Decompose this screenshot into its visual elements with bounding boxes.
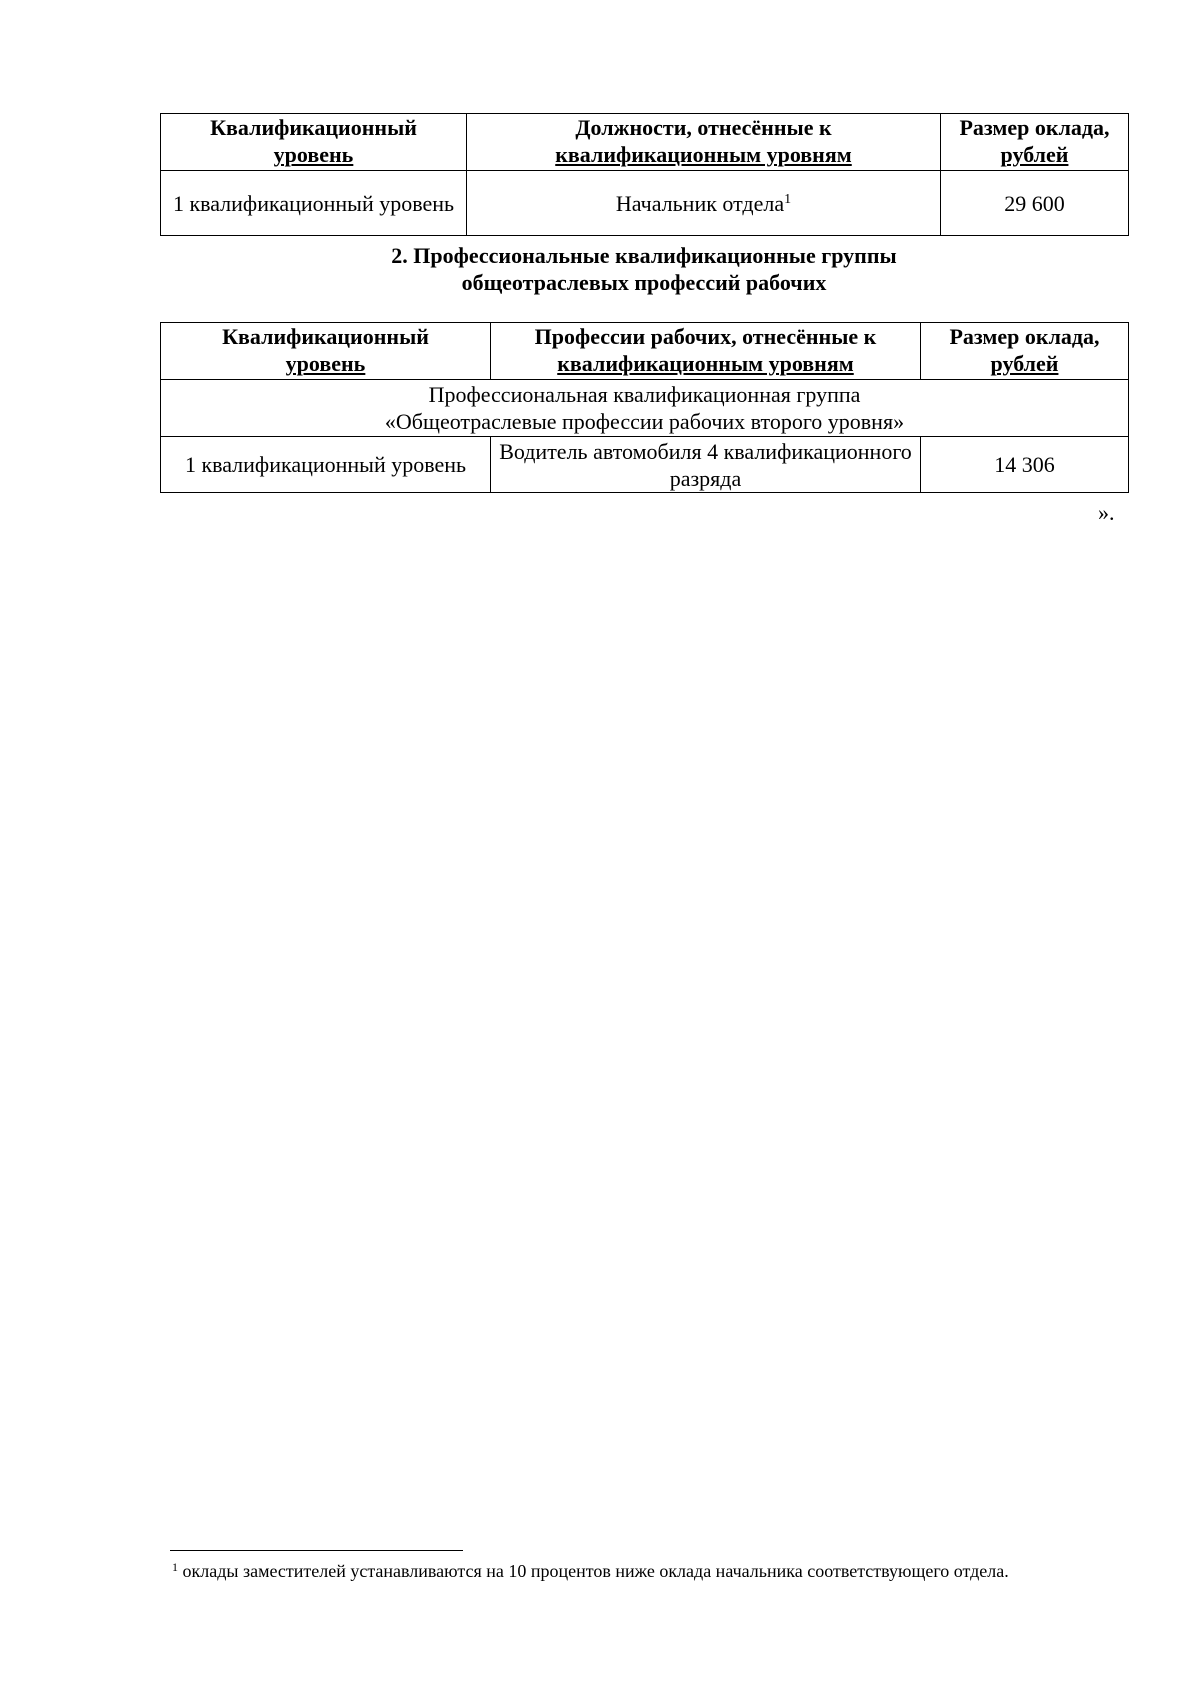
column-header-salary: Размер оклада, рублей: [941, 114, 1129, 171]
group-row: [161, 380, 1129, 437]
salary-cell: 14 306: [921, 437, 1129, 493]
positions-salary-table: [160, 113, 1129, 236]
group-name-line2: «Общеотраслевые профессии рабочих второго уровня»: [384, 409, 905, 434]
column-header-salary: Размер оклада, рублей: [921, 323, 1129, 380]
position-cell: [467, 171, 941, 236]
qualification-level-cell: 1 квалификационный уровень: [161, 171, 467, 236]
column-header-level: Квалификационный уровень: [161, 114, 467, 171]
profession-cell: Водитель автомобиля 4 квалификационного разряда: [491, 437, 921, 493]
group-name-line1: Профессиональная квалификационная группа: [428, 382, 861, 407]
column-header-positions: Должности, отнесённые к квалификационным уровням: [467, 114, 941, 171]
closing-quote: ».: [1098, 500, 1115, 525]
column-header-level: Квалификационный уровень: [161, 323, 491, 380]
section-heading: [160, 242, 1128, 296]
footnote-separator: [170, 1550, 463, 1551]
table-header-row: [161, 323, 1129, 380]
table-row: [161, 171, 1129, 236]
section-heading-line2: общеотраслевых профессий рабочих: [461, 270, 827, 295]
footnote: [172, 1560, 1009, 1582]
column-header-professions: Профессии рабочих, отнесённые к квалификационным уровням: [491, 323, 921, 380]
qualification-group-cell: [161, 380, 1129, 437]
footnote-marker: 1: [172, 1560, 178, 1574]
footnote-text: оклады заместителей устанавливаются на 10 процентов ниже оклада начальника соответствующего отдела.: [182, 1561, 1009, 1581]
footnote-ref: 1: [784, 191, 792, 207]
qualification-level-cell: 1 квалификационный уровень: [161, 437, 491, 493]
section-heading-line1: 2. Профессиональные квалификационные группы: [391, 243, 897, 268]
table-header-row: [161, 114, 1129, 171]
table-row: [161, 437, 1129, 493]
professions-salary-table: [160, 322, 1129, 493]
position-name: Начальник отдела: [615, 190, 785, 216]
salary-cell: 29 600: [941, 171, 1129, 236]
